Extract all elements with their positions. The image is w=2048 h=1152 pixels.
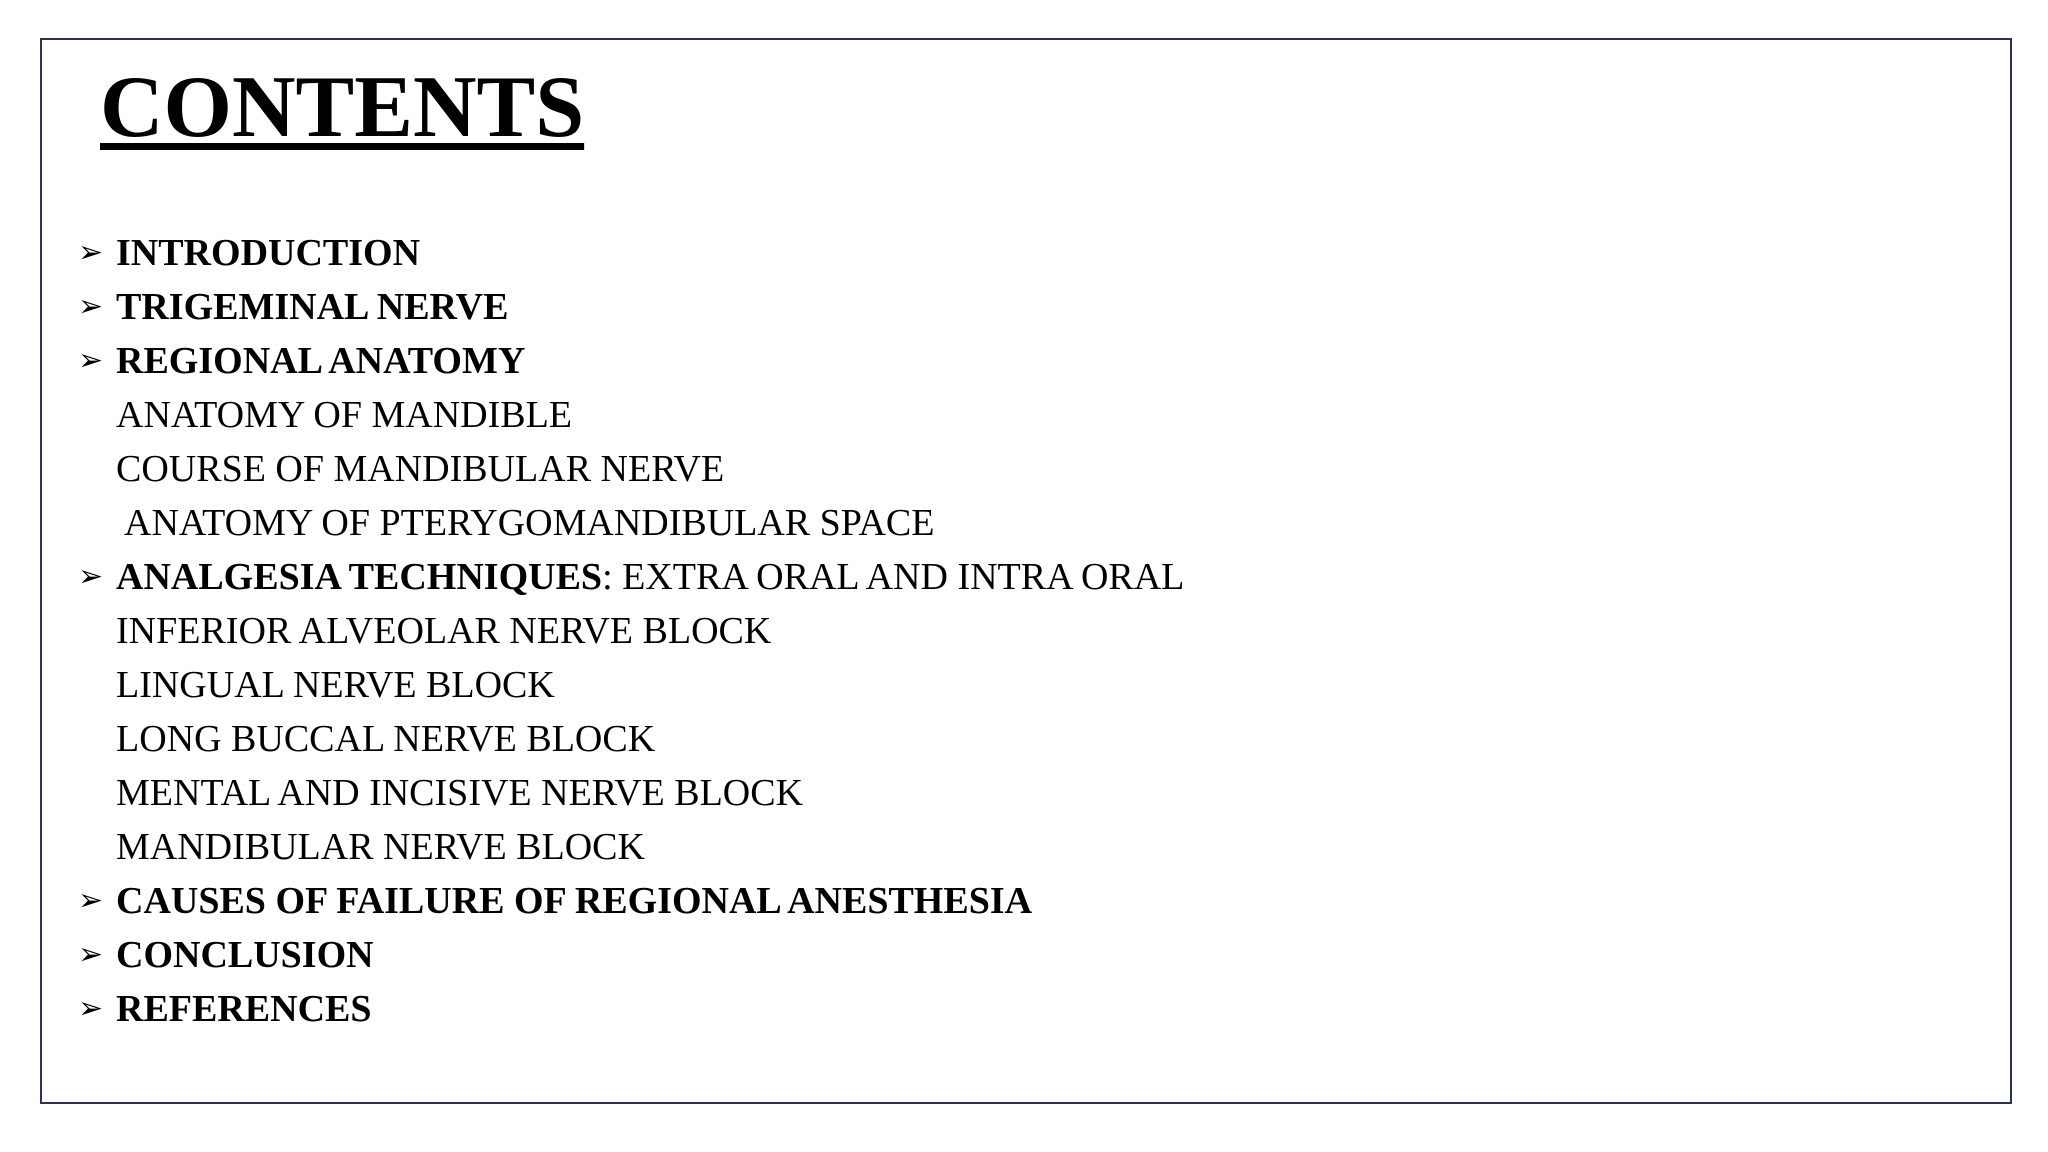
list-item-text: ANATOMY OF MANDIBLE — [116, 394, 573, 436]
page-title: CONTENTS — [100, 59, 585, 156]
arrowhead-bullet-icon: ➢ — [78, 343, 104, 378]
list-item-text: MENTAL AND INCISIVE NERVE BLOCK — [116, 772, 804, 814]
list-item-text: LINGUAL NERVE BLOCK — [116, 664, 555, 706]
arrowhead-bullet-icon: ➢ — [78, 883, 104, 918]
list-item-text: CONCLUSION — [116, 934, 374, 976]
arrowhead-bullet-icon: ➢ — [78, 289, 104, 324]
list-item-text: MANDIBULAR NERVE BLOCK — [116, 826, 645, 868]
list-item-text: REFERENCES — [116, 988, 372, 1030]
list-item-text: COURSE OF MANDIBULAR NERVE — [116, 448, 725, 490]
list-item-text: INFERIOR ALVEOLAR NERVE BLOCK — [116, 610, 772, 652]
arrowhead-bullet-icon: ➢ — [78, 559, 104, 594]
list-item-text: CAUSES OF FAILURE OF REGIONAL ANESTHESIA — [116, 880, 1033, 922]
list-item-text: LONG BUCCAL NERVE BLOCK — [116, 718, 656, 760]
arrowhead-bullet-icon: ➢ — [78, 991, 104, 1026]
arrowhead-bullet-icon: ➢ — [78, 937, 104, 972]
list-item-text: INTRODUCTION — [116, 232, 421, 274]
arrowhead-bullet-icon: ➢ — [78, 235, 104, 270]
list-item-text: TRIGEMINAL NERVE — [116, 286, 509, 328]
list-item-text: ANALGESIA TECHNIQUES: EXTRA ORAL AND INTRA ORAL — [116, 556, 1185, 598]
list-item-text: ANATOMY OF PTERYGOMANDIBULAR SPACE — [124, 502, 935, 544]
list-item-text: REGIONAL ANATOMY — [116, 340, 526, 382]
